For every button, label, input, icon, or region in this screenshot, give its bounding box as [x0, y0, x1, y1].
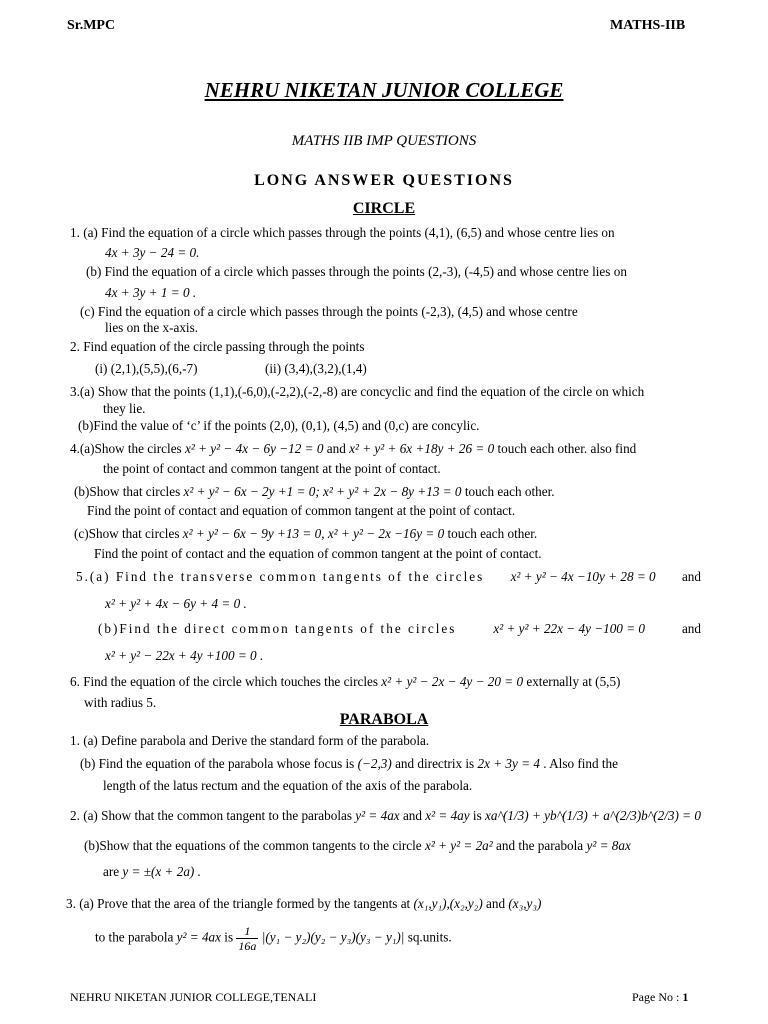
parabola-q3a-to: to the parabola — [95, 929, 174, 945]
circle-q4c-post: touch each other. — [447, 526, 538, 541]
parabola-q1b-text: (b) Find the equation of the parabola whose focus is — [80, 756, 355, 771]
circle-q5a-eq1: x² + y² − 4x −10y + 28 = 0 — [510, 569, 656, 584]
circle-q4a — [70, 441, 636, 457]
parabola-q3a-line2 — [95, 924, 452, 953]
parabola-q1b-mid: and directrix is — [395, 756, 475, 771]
circle-q5a-eq2: x² + y² + 4x − 6y + 4 = 0 . — [105, 596, 247, 611]
circle-q2-i: (i) (2,1),(5,5),(6,-7) — [95, 361, 198, 376]
parabola-q2b-mid: and the parabola — [496, 838, 584, 853]
section-parabola: PARABOLA — [339, 711, 429, 728]
circle-q6-post: externally at (5,5) — [526, 674, 621, 689]
circle-q4b — [74, 484, 555, 500]
circle-q4a-and: and — [326, 441, 346, 456]
circle-q3b: (b)Find the value of ‘c’ if the points (2,0), (0,1), (4,5) and (0,c) are concylic. — [78, 418, 480, 433]
circle-q5a — [76, 569, 701, 585]
parabola-q1b-line2: length of the latus rectum and the equation of the axis of the parabola. — [103, 778, 473, 793]
parabola-q1b-eq: 2x + 3y = 4 — [477, 756, 540, 771]
circle-q1c-line2: lies on the x-axis. — [105, 320, 199, 335]
circle-q4b-text: (b)Show that circles — [74, 484, 181, 499]
circle-q4b-line2: Find the point of contact and equation of common tangent at the point of contact. — [87, 503, 516, 518]
parabola-q2a-eq2: x² = 4ay — [425, 808, 470, 823]
header-left: Sr.MPC — [67, 18, 116, 33]
circle-q1a-eq: 4x + 3y − 24 = 0. — [105, 245, 200, 260]
parabola-q2b-eq3: y = ±(x + 2a) . — [122, 864, 201, 879]
fraction-denominator: 16a — [238, 939, 257, 953]
footer-left: NEHRU NIKETAN JUNIOR COLLEGE,TENALI — [70, 990, 317, 1004]
doc-subtitle: MATHS IIB IMP QUESTIONS — [291, 133, 477, 149]
circle-q4b-post: touch each other. — [464, 484, 555, 499]
parabola-q3a — [66, 896, 541, 912]
area-fraction — [236, 924, 258, 953]
circle-q4a-eq1: x² + y² − 4x − 6y −12 = 0 — [185, 441, 324, 456]
circle-q1c: (c) Find the equation of a circle which passes through the points (-2,3), (4,5) and whose centre — [80, 304, 578, 319]
header-right: MATHS-IIB — [610, 18, 686, 33]
circle-q5a-text: 5.(a) Find the transverse common tangents of the circles — [76, 569, 485, 584]
parabola-q2a — [70, 808, 701, 824]
parabola-q2a-is: is — [472, 808, 482, 823]
parabola-q2b-are: are — [103, 864, 120, 879]
section-circle: CIRCLE — [352, 200, 416, 217]
fraction-numerator: 1 — [236, 924, 258, 939]
circle-q4c-text: (c)Show that circles — [74, 526, 180, 541]
parabola-q2b-eq2: y² = 8ax — [586, 838, 631, 853]
circle-q6-line2: with radius 5. — [84, 695, 157, 710]
parabola-q2a-text: 2. (a) Show that the common tangent to the parabolas — [70, 808, 352, 823]
section-long-answer: LONG ANSWER QUESTIONS — [254, 172, 514, 189]
parabola-q2a-and: and — [402, 808, 422, 823]
parabola-q2a-eq3: xa^(1/3) + yb^(1/3) + a^(2/3)b^(2/3) = 0 — [485, 808, 701, 823]
footer-page — [632, 990, 688, 1005]
circle-q4a-eq2: x² + y² + 6x +18y + 26 = 0 — [349, 441, 495, 456]
circle-q1a: 1. (a) Find the equation of a circle which passes through the points (4,1), (6,5) and whose centre lies on — [70, 225, 615, 240]
circle-q2-ii: (ii) (3,4),(3,2),(1,4) — [265, 361, 367, 376]
circle-q3a: 3.(a) Show that the points (1,1),(-6,0),(-2,2),(-2,-8) are concyclic and find the equation of the circle on which — [70, 384, 645, 399]
parabola-q2b-eq1: x² + y² = 2a² — [424, 838, 493, 853]
parabola-q3a-and: and — [486, 896, 506, 911]
circle-q5b-text: (b)Find the direct common tangents of the circles — [98, 621, 457, 636]
circle-q4c — [74, 526, 537, 542]
parabola-q2b — [84, 838, 631, 854]
parabola-q3a-point3: (x₃,y₃) — [508, 896, 542, 911]
page-number: 1 — [682, 990, 689, 1004]
circle-q1b-eq: 4x + 3y + 1 = 0 . — [105, 285, 197, 300]
parabola-q3a-eq: y² = 4ax — [176, 929, 221, 945]
circle-q6-eq: x² + y² − 2x − 4y − 20 = 0 — [381, 674, 524, 689]
parabola-q3a-is: is — [224, 929, 234, 945]
circle-q5b — [98, 621, 701, 637]
parabola-q1a: 1. (a) Define parabola and Derive the standard form of the parabola. — [70, 733, 430, 748]
circle-q6 — [70, 674, 620, 690]
circle-q4a-line2: the point of contact and common tangent at the point of contact. — [103, 461, 441, 476]
circle-q4a-post: touch each other. also find — [497, 441, 637, 456]
circle-q1b: (b) Find the equation of a circle which passes through the points (2,-3), (-4,5) and whose centre lies on — [86, 264, 627, 279]
parabola-q2a-eq1: y² = 4ax — [355, 808, 400, 823]
parabola-q1b-focus: (−2,3) — [357, 756, 392, 771]
circle-q2: 2. Find equation of the circle passing through the points — [70, 339, 365, 354]
parabola-q3a-unit: sq.units. — [407, 929, 452, 945]
circle-q4b-eq: x² + y² − 6x − 2y +1 = 0; x² + y² + 2x − 8y +13 = 0 — [183, 484, 462, 499]
circle-q4c-line2: Find the point of contact and the equation of common tangent at the point of contact. — [94, 546, 542, 561]
parabola-q1b — [80, 756, 618, 772]
circle-q3a-line2: they lie. — [103, 401, 146, 416]
parabola-q3a-points: (x₁,y₁),(x₂,y₂) — [413, 896, 483, 911]
parabola-q3a-expr: |(y₁ − y₂)(y₂ − y₃)(y₃ − y₁)| — [261, 929, 405, 945]
parabola-q2b-text: (b)Show that the equations of the common tangents to the circle — [84, 838, 422, 853]
page-label: Page No : — [632, 990, 680, 1004]
parabola-q3a-text: 3. (a) Prove that the area of the triangle formed by the tangents at — [66, 896, 411, 911]
circle-q5b-eq2: x² + y² − 22x + 4y +100 = 0 . — [105, 648, 264, 663]
circle-q5a-and: and — [681, 569, 701, 584]
parabola-q2b-line2 — [103, 864, 201, 880]
circle-q5b-eq1: x² + y² + 22x − 4y −100 = 0 — [493, 621, 645, 636]
circle-q5b-and: and — [681, 621, 701, 636]
circle-q6-text: 6. Find the equation of the circle which touches the circles — [70, 674, 378, 689]
circle-q4c-eq: x² + y² − 6x − 9y +13 = 0, x² + y² − 2x −16y = 0 — [182, 526, 445, 541]
college-title: NEHRU NIKETAN JUNIOR COLLEGE — [204, 78, 564, 102]
parabola-q1b-post: . Also find the — [543, 756, 618, 771]
circle-q4a-text: 4.(a)Show the circles — [70, 441, 182, 456]
